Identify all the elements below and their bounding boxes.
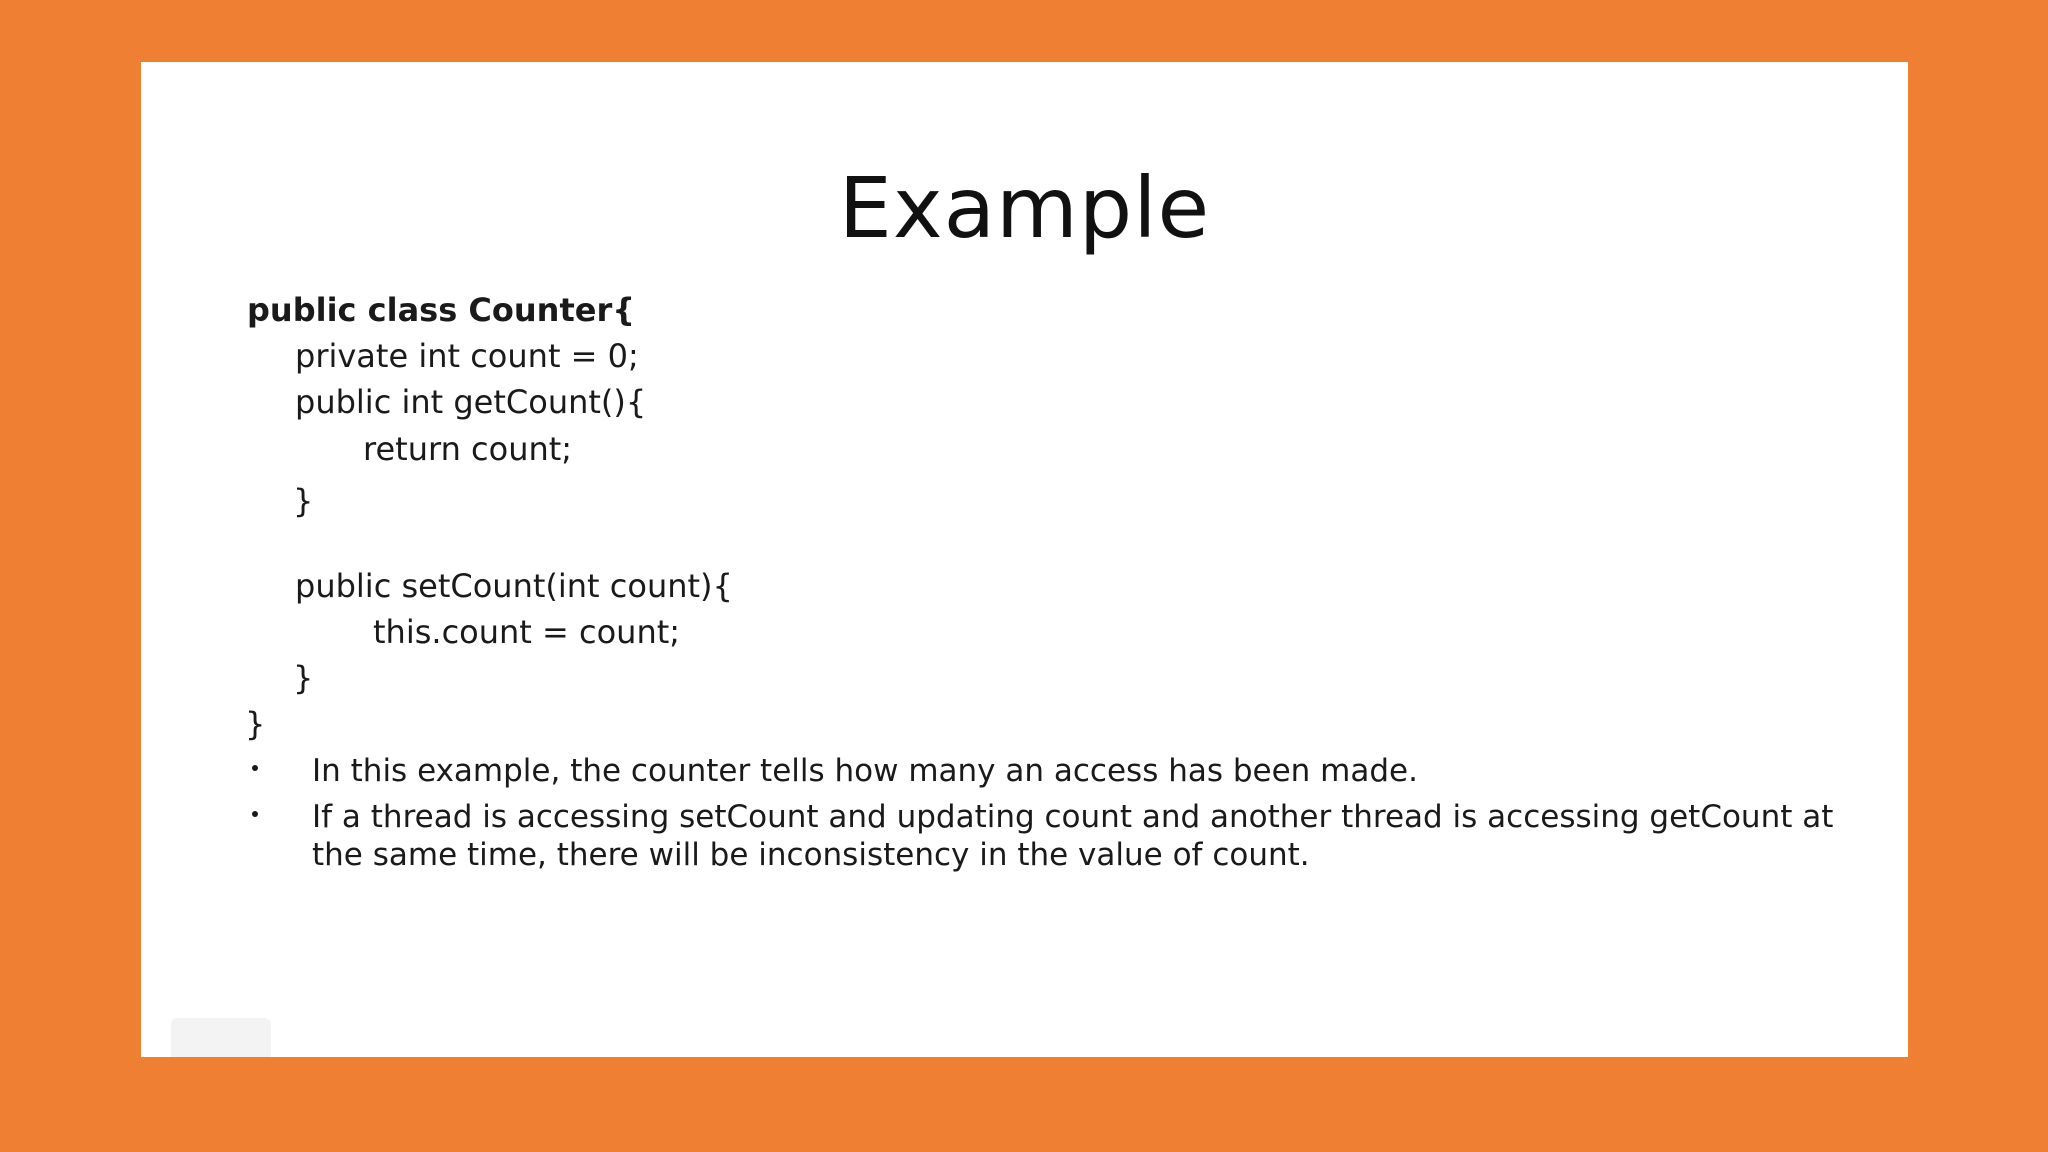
code-line: }	[293, 659, 314, 697]
bullet-text: If a thread is accessing setCount and updating count and another thread is accessing getCount at the same time, there will be inconsistency in the value of count.	[312, 799, 1834, 873]
bullet-text: In this example, the counter tells how many an access has been made.	[312, 753, 1418, 789]
code-line: public int getCount(){	[295, 383, 647, 421]
corner-tab	[171, 1018, 271, 1057]
slide	[141, 62, 1908, 1057]
code-line: private int count = 0;	[295, 337, 639, 375]
code-line: this.count = count;	[373, 613, 681, 651]
slide-title: Example	[838, 159, 1211, 257]
bullet-icon	[252, 765, 258, 771]
code-line: }	[293, 482, 314, 520]
bullet-icon	[252, 811, 258, 817]
code-line: public class Counter{	[247, 291, 635, 329]
code-line: return count;	[363, 430, 573, 468]
code-line: public setCount(int count){	[295, 567, 733, 605]
code-line: }	[245, 705, 266, 743]
